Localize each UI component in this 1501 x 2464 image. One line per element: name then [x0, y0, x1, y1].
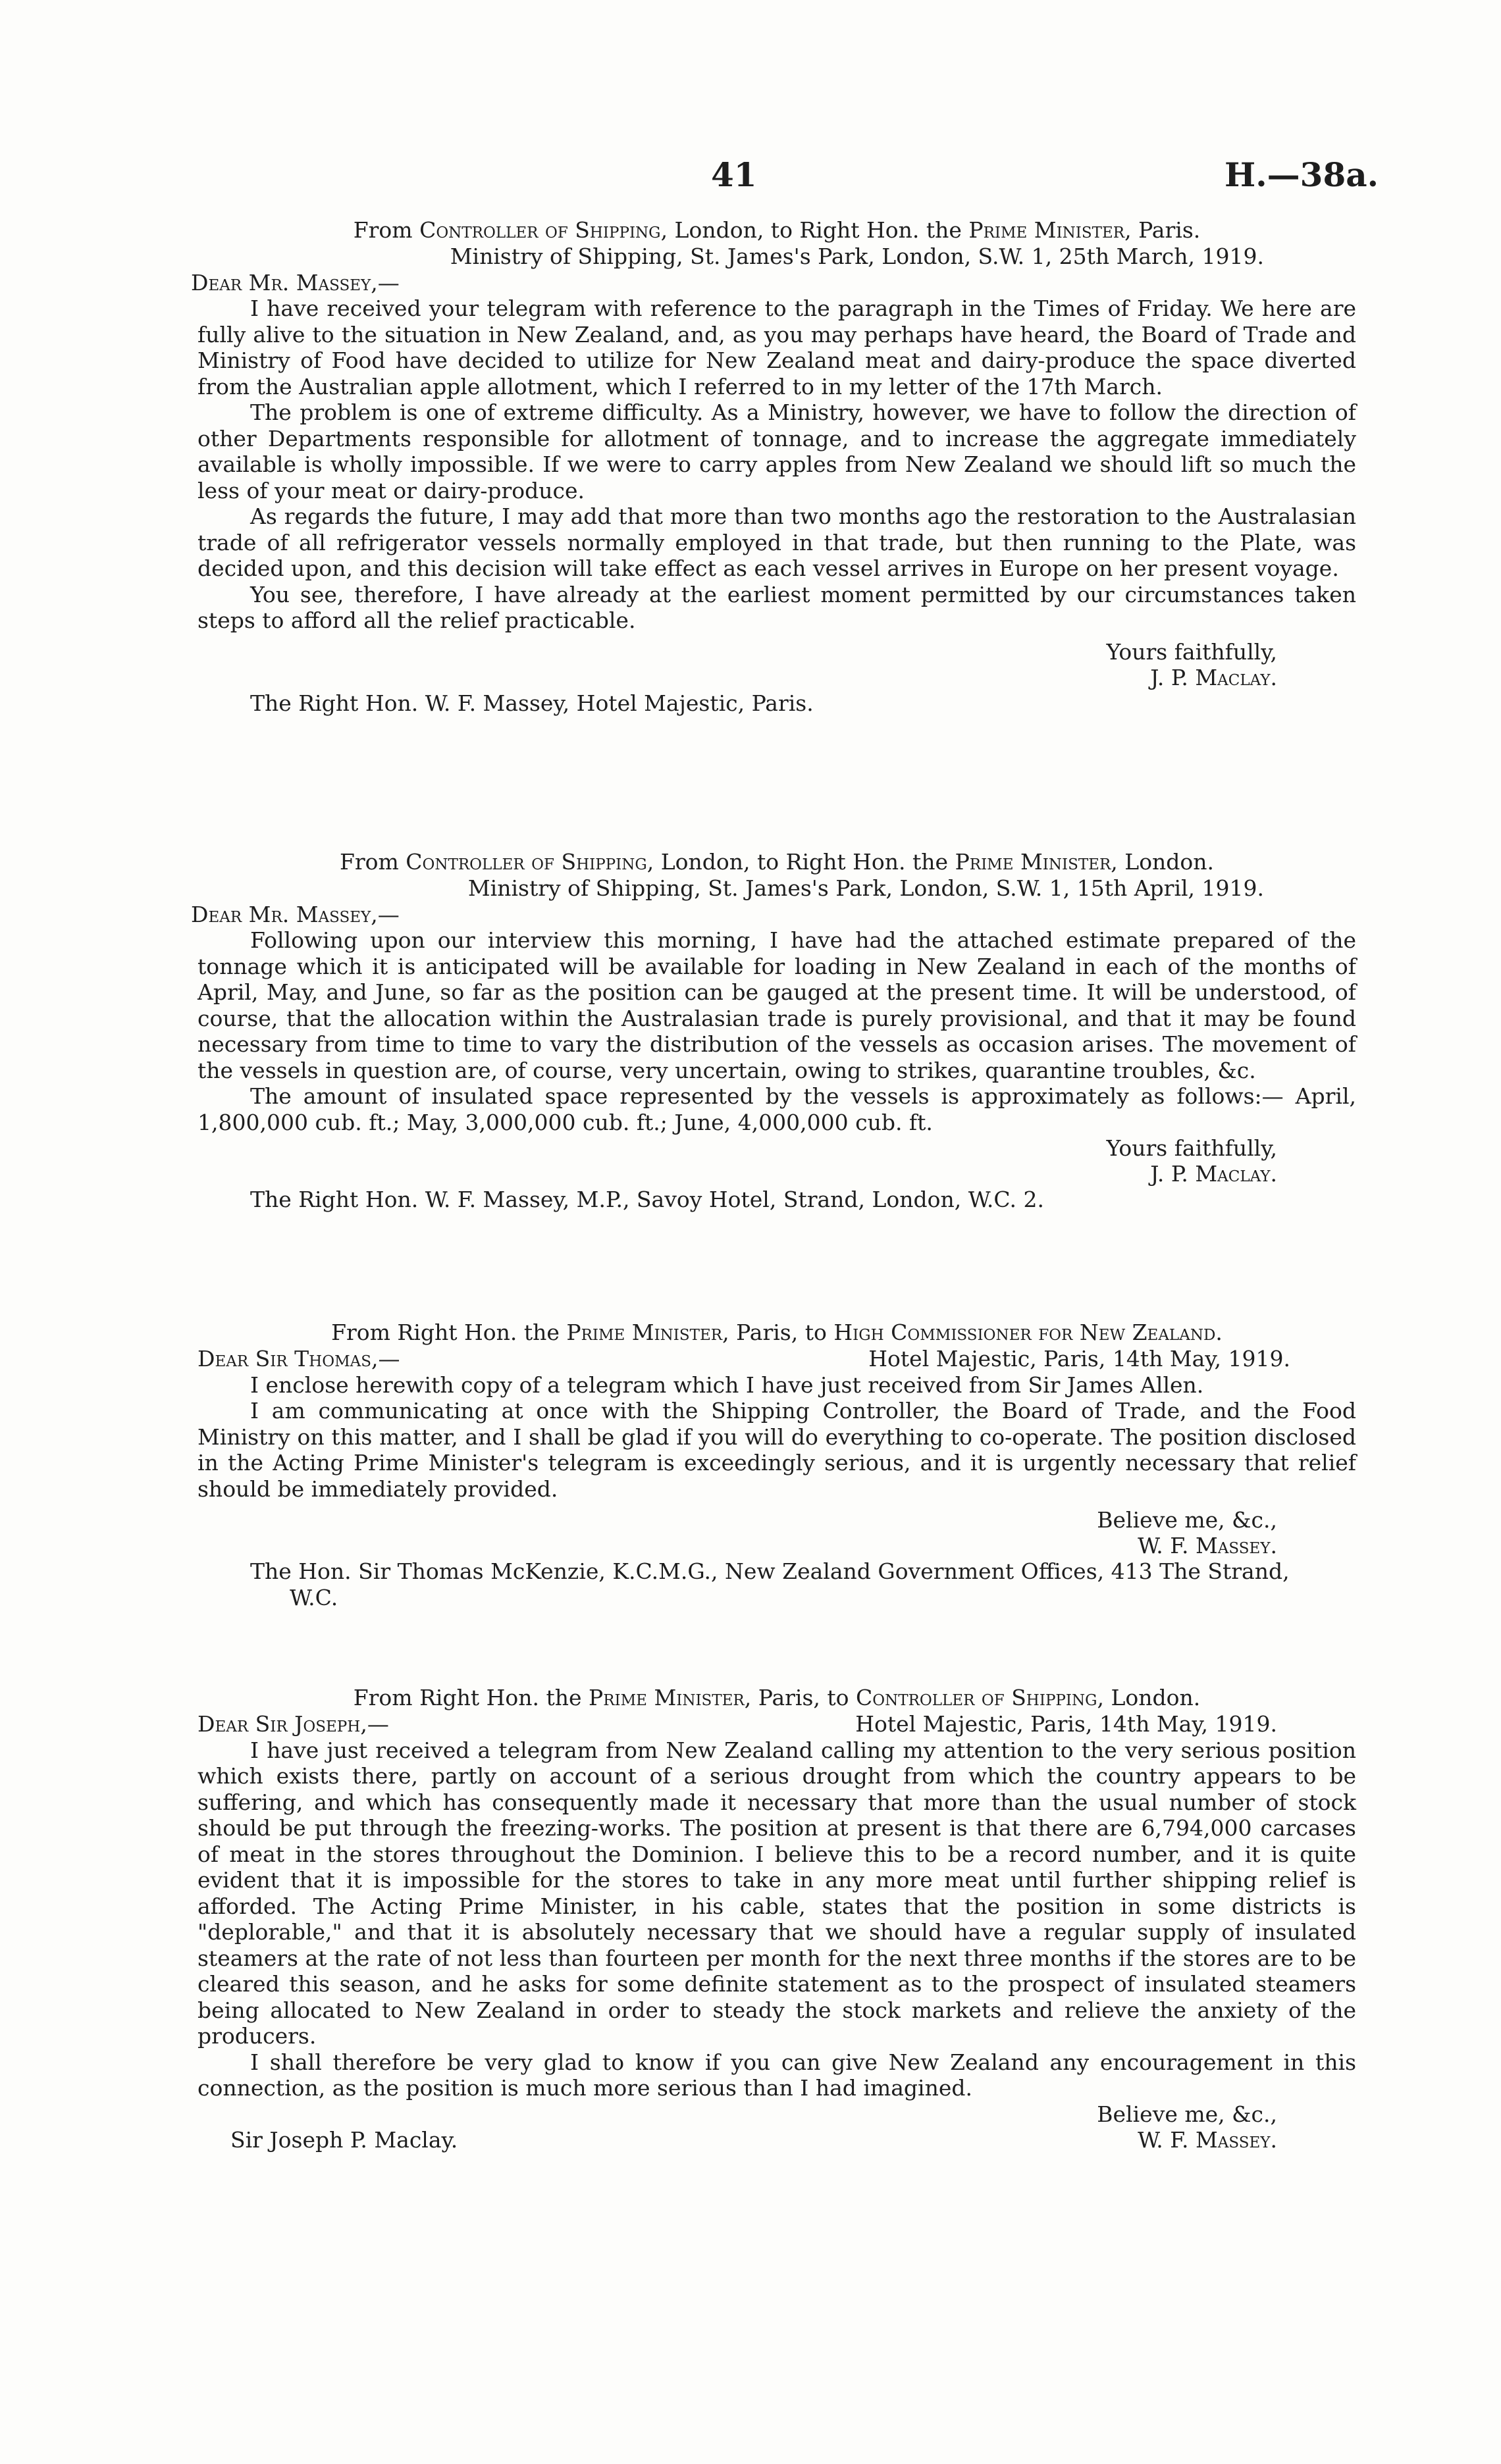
- page-number: 41: [711, 155, 757, 194]
- paragraph: Following upon our interview this morning, I have had the attached estimate prepared of the tonnage which it is anticipated will be available for loading in New Zealand in each of the months of April, May, and June, so far as the position can be gauged at the present time. It will be understood, of course, that the allocation within the Australasian trade is purely provisional, and that it may be found necessary from time to time to vary the distribution of the vessels as occasion arises. The movement of the vessels in question are, of course, very uncertain, owing to strikes, quarantine troubles, &c.: [198, 927, 1356, 1083]
- signature: J. P. Maclay.: [1150, 1161, 1277, 1187]
- sender: Prime Minister: [589, 1685, 745, 1710]
- letter-address: Hotel Majestic, Paris, 14th May, 1919.: [855, 1711, 1277, 1737]
- paragraph: As regards the future, I may add that more than two months ago the restoration to the Australasian trade of all refrigerator vessels normally employed in that trade, but then running to the Plate, was decided upon, and this decision will take effect as each vessel arrives in Europe on her present voyage.: [198, 503, 1356, 581]
- letter-heading: From Right Hon. the Prime Minister, Paris, to High Commissioner for New Zealand.: [331, 1320, 1223, 1345]
- closing: Believe me, &c.,: [1097, 1507, 1277, 1533]
- letter-heading: From Right Hon. the Prime Minister, Paris, to Controller of Shipping, London.: [353, 1685, 1201, 1710]
- letter-heading: From Controller of Shipping, London, to Right Hon. the Prime Minister, London.: [339, 849, 1215, 875]
- sender: Controller of Shipping: [406, 849, 647, 875]
- closing: Believe me, &c.,: [1097, 2101, 1277, 2127]
- letter-heading: From Controller of Shipping, London, to Right Hon. the Prime Minister, Paris.: [353, 217, 1201, 243]
- closing: Yours faithfully,: [1106, 1135, 1277, 1161]
- addressee: The Right Hon. W. F. Massey, M.P., Savoy Hotel, Strand, London, W.C. 2.: [250, 1187, 1044, 1212]
- letter-2: [191, 849, 1356, 1213]
- signature: W. F. Massey.: [1138, 1533, 1277, 1558]
- recipient: High Commissioner for New Zealand: [833, 1320, 1216, 1345]
- salutation: Dear Sir Thomas,—: [198, 1346, 400, 1372]
- paragraph: The amount of insulated space represented by the vessels is approximately as follows:— April, 1,800,000 cub. ft.; May, 3,000,000 cub. ft.; June, 4,000,000 cub. ft.: [198, 1083, 1356, 1135]
- paragraph: The problem is one of extreme difficulty. As a Ministry, however, we have to follow the direction of other Departments responsible for allotment of tonnage, and to increase the aggregate immediately available is wholly impossible. If we were to carry apples from New Zealand we should lift so much the less of your meat or dairy-produce.: [198, 399, 1356, 503]
- letter-4: [198, 1685, 1356, 2153]
- paragraph: I have received your telegram with reference to the paragraph in the Times of Friday. We here are fully alive to the situation in New Zealand, and, as you may perhaps have heard, the Board of Trade and Ministry of Food have decided to utilize for New Zealand meat and dairy-produce the space diverted from the Australian apple allotment, which I referred to in my letter of the 17th March.: [198, 295, 1356, 399]
- closing: Yours faithfully,: [1106, 638, 1277, 665]
- letter-address: Hotel Majestic, Paris, 14th May, 1919.: [868, 1346, 1290, 1372]
- paragraph: I enclose herewith copy of a telegram which I have just received from Sir James Allen.: [250, 1372, 1204, 1398]
- addressee-continued: W.C.: [290, 1585, 338, 1610]
- salutation: Dear Sir Joseph,—: [198, 1711, 389, 1737]
- salutation: Dear Mr. Massey,—: [191, 901, 400, 927]
- recipient: Prime Minister: [955, 849, 1111, 875]
- letter-1: [191, 217, 1356, 717]
- sender: Prime Minister: [566, 1320, 723, 1345]
- document-id: H.—38a.: [1224, 155, 1379, 194]
- recipient: Prime Minister: [968, 217, 1125, 243]
- addressee: The Hon. Sir Thomas McKenzie, K.C.M.G., New Zealand Government Offices, 413 The Strand,: [250, 1558, 1290, 1584]
- salutation: Dear Mr. Massey,—: [191, 269, 400, 295]
- signature: J. P. Maclay.: [1150, 664, 1277, 690]
- signature: W. F. Massey.: [1138, 2126, 1277, 2153]
- paragraph: I shall therefore be very glad to know if you can give New Zealand any encouragement in this connection, as the position is much more serious than I had imagined.: [198, 2049, 1356, 2101]
- paragraph: You see, therefore, I have already at the earliest moment permitted by our circumstances taken steps to afford all the relief practicable.: [198, 581, 1356, 633]
- sender: Controller of Shipping: [419, 217, 661, 243]
- paragraph: I have just received a telegram from New Zealand calling my attention to the very serious position which exists there, partly on account of a serious drought from which the country appears to be suffering, and which has consequently made it necessary that more than the usual number of stock should be put through the freezing-works. The position at present is that there are 6,794,000 carcases of meat in the stores throughout the Dominion. I believe this to be a record number, and it is quite evident that it is impossible for the stores to take in any more meat until further shipping relief is afforded. The Acting Prime Minister, in his cable, states that the position in some districts is "deplorable," and that it is absolutely necessary that we should have a regular supply of insulated steamers at the rate of not less than fourteen per month for the next three months if the stores are to be cleared this season, and he asks for some definite statement as to the prospect of insulated steamers being allocated to New Zealand in order to steady the stock markets and relieve the anxiety of the producers.: [198, 1737, 1356, 2049]
- letter-address: Ministry of Shipping, St. James's Park, London, S.W. 1, 25th March, 1919.: [450, 244, 1264, 269]
- addressee: The Right Hon. W. F. Massey, Hotel Majestic, Paris.: [250, 690, 814, 716]
- paragraph: I am communicating at once with the Shipping Controller, the Board of Trade, and the Food Ministry on this matter, and I shall be glad if you will do everything to co-operate. The position disclosed in the Acting Prime Minister's telegram is exceedingly serious, and it is urgently necessary that relief should be immediately provided.: [198, 1398, 1356, 1502]
- letter-address: Ministry of Shipping, St. James's Park, London, S.W. 1, 15th April, 1919.: [467, 875, 1264, 901]
- addressee: Sir Joseph P. Maclay.: [230, 2126, 458, 2153]
- recipient: Controller of Shipping: [856, 1685, 1097, 1710]
- letter-3: [198, 1320, 1356, 1611]
